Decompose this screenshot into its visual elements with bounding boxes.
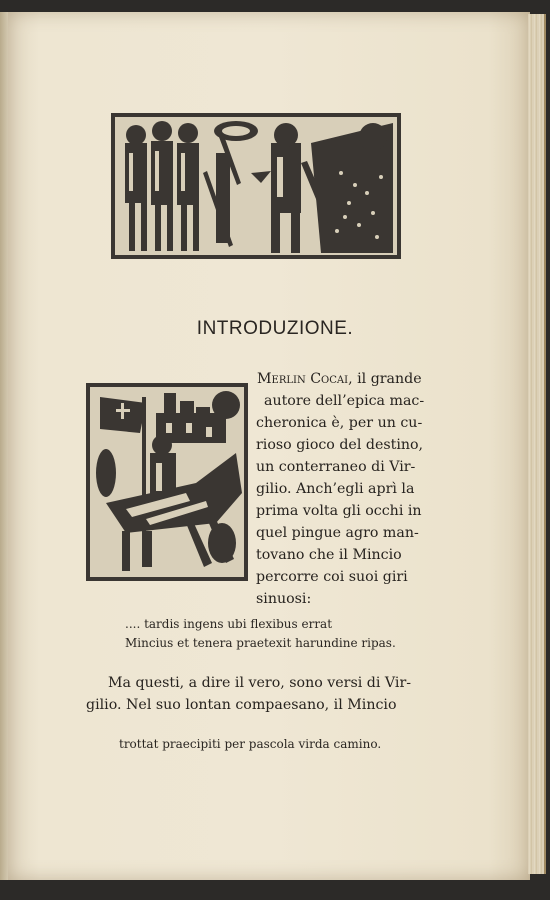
page-title: INTRODUZIONE.	[196, 318, 354, 339]
woodcut-horseman-banner	[86, 383, 248, 581]
intro-line-4: rioso gioco del destino,	[256, 437, 424, 453]
intro-line-8: quel pingue agro man-	[256, 525, 419, 541]
intro-line-6: gilio. Anch’egli aprì la	[256, 481, 415, 497]
intro-line-1-rest: il grande	[352, 371, 422, 387]
intro-line-2: autore dell’epica mac-	[264, 393, 425, 409]
virgil-quote-line-1: .... tardis ingens ubi flexibus errat	[125, 617, 333, 631]
intro-line-9: tovano che il Mincio	[256, 547, 402, 563]
intro-line-1	[257, 371, 422, 387]
woodcut-knights-battle	[111, 113, 401, 259]
author-name: Merlin Cocai,	[257, 371, 353, 387]
intro-line-10: percorre coi suoi giri	[256, 569, 408, 585]
virgil-quote-line-2: Mincius et tenera praetexit harundine ripas.	[125, 636, 396, 650]
intro-line-11: sinuosi:	[256, 591, 312, 607]
intro-line-5: un conterraneo di Vir-	[256, 459, 416, 475]
paragraph-line-2: gilio. Nel suo lontan compaesano, il Mincio	[86, 697, 397, 713]
intro-line-7: prima volta gli occhi in	[256, 503, 422, 519]
intro-line-3: cheronica è, per un cu-	[256, 415, 423, 431]
page-edges	[528, 14, 546, 874]
folengo-quote: trottat praecipiti per pascola virda camino.	[119, 737, 382, 751]
paragraph-line-1: Ma questi, a dire il vero, sono versi di Vir-	[108, 675, 412, 691]
